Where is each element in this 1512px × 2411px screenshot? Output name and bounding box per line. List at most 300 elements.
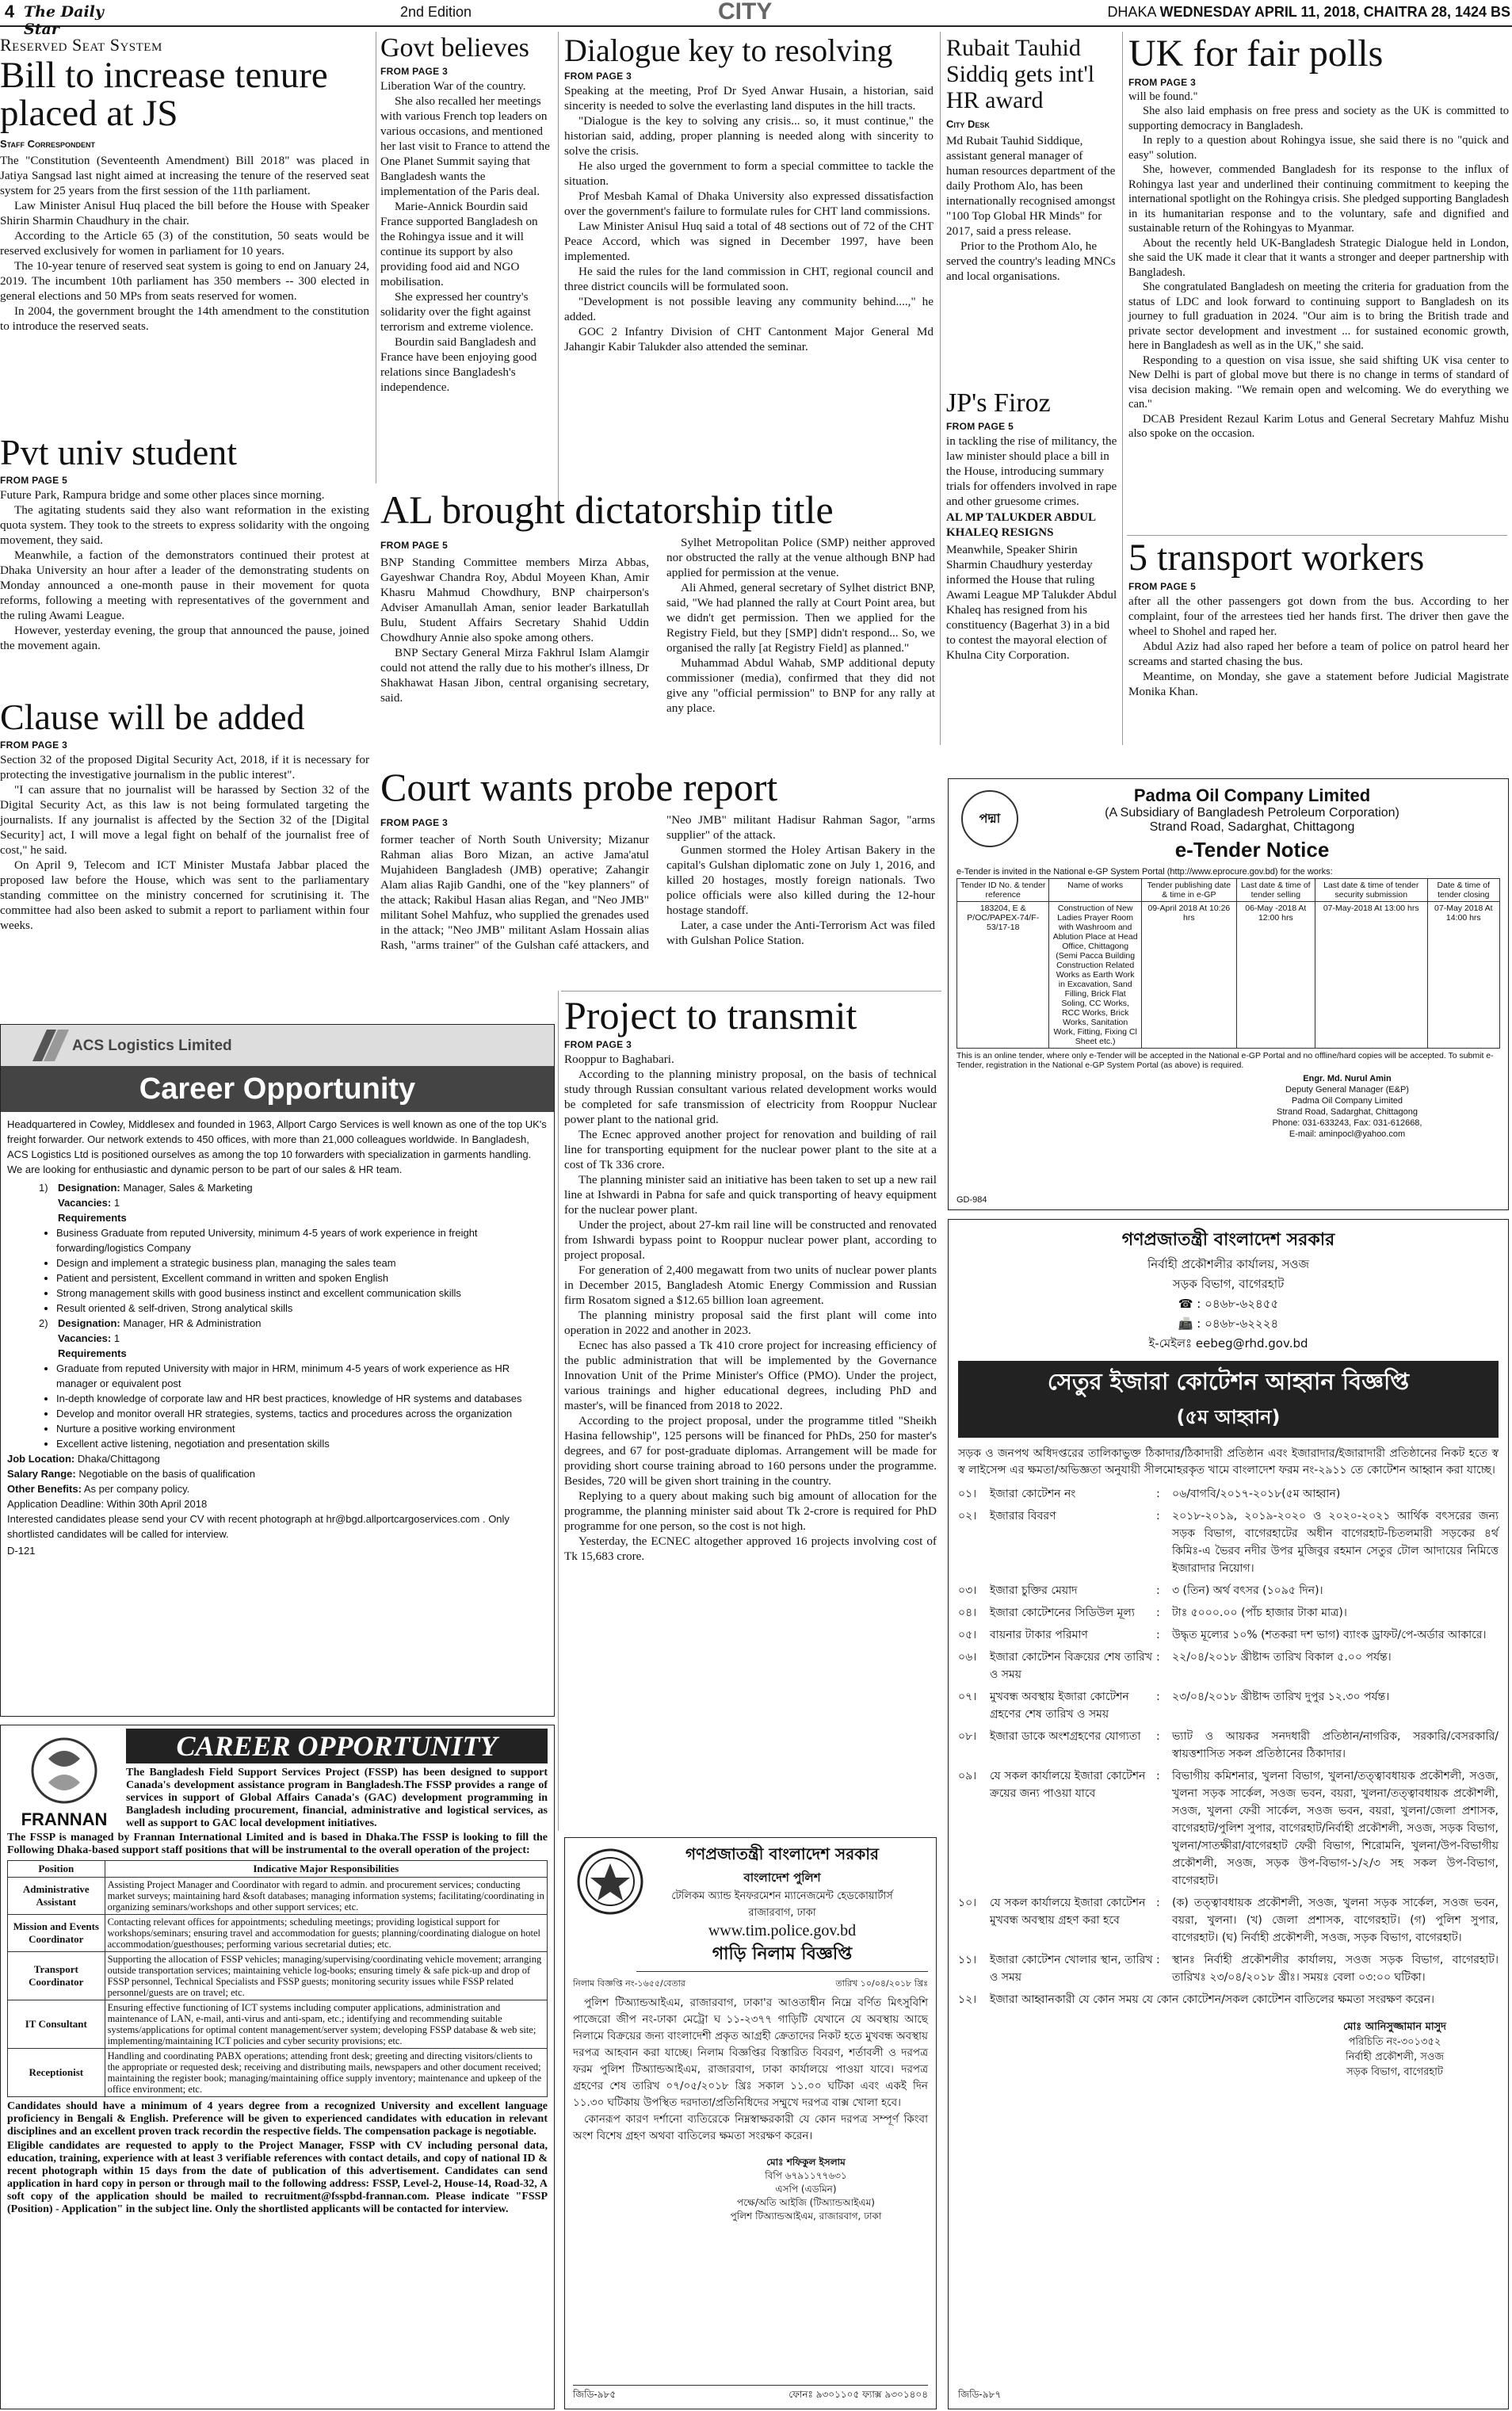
ad-code: জিডি-৯৮৫ <box>573 2389 617 2400</box>
jump-line: FROM PAGE 3 <box>1128 76 1197 88</box>
acs-company: ACS Logistics Limited <box>72 1037 232 1054</box>
paragraph: For generation of 2,400 megawatt from two units of nuclear power plants in December 2015, Bangladesh Atomic Energy Commission and Russian firm Rosatom signed a $12.65 billion loan agreement. <box>564 1263 937 1307</box>
designation: Manager, Sales & Marketing <box>123 1182 253 1194</box>
acs-position <box>39 1180 548 1225</box>
frannan-logo-icon <box>29 1735 100 1806</box>
paragraph: Rooppur to Baghabari. <box>564 1053 674 1066</box>
list-item: • In-depth knowledge of corporate law and HR best practices, knowledge of HR systems and databases <box>56 1391 548 1406</box>
table-cell: Supporting the allocation of FSSP vehicles; managing/supervising/coordinating vehicle movement; arranging outside transportation services; maintaining vehicle log-books; ensuring timely & safe pick-up and drop of FSSP personnel, Technical Specialists and FSSP guests; monitoring security issues while FSSP related personnel/guests are on travel; etc. <box>105 1952 547 2000</box>
headline: UK for fair polls <box>1128 32 1384 75</box>
apply-instructions: Interested candidates please send your CV with recent photograph at hr@bgd.allportcargoservices.com . Only shortlisted candidates will be called for interview. <box>7 1513 510 1540</box>
rhd-title: সেতুর ইজারা কোটেশন আহ্বান বিজ্ঞপ্তি <box>1047 1368 1410 1395</box>
rhd-row: ০৩। ইজারা চুক্তির মেয়াদ : ৩ (তিন) অর্থ বৎসর (১০৯৫ দিন)। <box>958 1582 1499 1599</box>
salary-label: Salary Range: <box>7 1468 76 1480</box>
rhd-rows <box>958 1485 1499 2008</box>
rhd-row: ১০। যে সকল কার্যালয়ে ইজারা কোটেশন মুখবন্ধ অবস্থায় গ্রহণ করা হবে : (ক) তত্ত্বাবধায়ক প্রকৌশলী, সওজ, খুলনা সড়ক সার্কেল, সওজ ভবন, বয়রা, খুলনা। (খ) জেলা প্রশাসক, বাগেরহাট। (গ) পুলিশ সুপার, বাগেরহাট। (ঘ) নির্বাহী প্রকৌশলী, সওজ, সড়ক বিভাগ, বাগেরহাট। <box>958 1894 1499 1947</box>
rhd-row: ০৫। বায়নার টাকার পরিমাণ : উদ্ধৃত মূল্যের ১০% (শতকরা দশ ভাগ) ব্যাংক ড্রাফট/পে-অর্ডার আকারে। <box>958 1626 1499 1644</box>
row-label: ইজারা চুক্তির মেয়াদ <box>990 1584 1078 1597</box>
requirements-list <box>56 1225 548 1316</box>
police-title: গাড়ি নিলাম বিজ্ঞপ্তি <box>636 1940 928 1972</box>
sign-line: পরিচিতি নং-৩০১৩৫২ <box>1348 2036 1441 2048</box>
story-body <box>946 133 1117 284</box>
padma-address: Strand Road, Sadarghat, Chittagong <box>1149 820 1355 834</box>
row-value: ২৩/০৪/২০১৮ খ্রীষ্টাব্দ তারিখ দুপুর ১২.৩০ পর্যন্ত। <box>1172 1691 1390 1703</box>
application-deadline: Application Deadline: Within 30th April 2018 <box>7 1498 208 1510</box>
paragraph: Muhammad Abdul Wahab, SMP additional deputy commissioner (media), confirmed that they did not give any "official permission" to BNP for any rally at any place. <box>666 656 935 715</box>
row-label: ইজারা আহ্বানকারী যে কোন সময় যে কোন কোটেশন/সকল কোটেশন বাতিলের ক্ষমতা সংরক্ষণ করেন। <box>990 1993 1435 2006</box>
positions-table <box>7 1860 548 2097</box>
row-value: ২২/০৪/২০১৮ খ্রীষ্টাব্দ তারিখ বিকাল ৫.০০ পর্যন্ত। <box>1172 1651 1392 1664</box>
headline: Court wants probe report <box>380 765 778 809</box>
headline: Project to transmit <box>564 993 857 1037</box>
acs-header <box>1 1025 554 1066</box>
story-reserved-seat <box>0 35 369 431</box>
ad-frannan <box>0 1725 555 2409</box>
police-office: টেলিকম অ্যান্ড ইনফরমেশন ম্যানেজমেন্ট হেডকোয়ার্টার্স <box>671 1890 893 1902</box>
paragraph: She also recalled her meetings with various French top leaders on various occasions, and mentioned her last visit to France to attend the One Planet Summit saying that Bangladesh wants the implementation of the Paris deal. <box>380 94 550 198</box>
story-body <box>564 83 934 354</box>
headline: Pvt univ student <box>0 432 238 472</box>
sign-line: সড়ক বিভাগ, বাগেরহাট <box>1346 2066 1443 2078</box>
paragraph: Under the project, about 27-km rail line will be constructed and renovated from Ishwardi bypass point to Rooppur nuclear power plant, according to project proposal. <box>564 1218 937 1262</box>
padma-signatory <box>1194 1073 1500 1140</box>
sign-line: পুলিশ টিঅ্যান্ডআইএম, রাজারবাগ, ঢাকা <box>730 2210 882 2222</box>
frannan-footer: Eligible candidates are requested to apply to the Project Manager, FSSP with CV including personal data, education, training, experience with at least 3 verifiable references with contact details, and copy of national ID & recent photograph within 15 days from the date of publication of this advertisement. Candidates can send application in hard copy in person or through mail to the following address: FSSP, Level-2, House-14, Road-32, A soft copy of the application should be mailed to recruitment@fsspbd-frannan.com. Please indicate "FSSP (Position) - Application" in the subject line. Only the shortlisted applicants will be contacted for interview. <box>7 2140 548 2215</box>
table-cell-position: IT Consultant <box>8 2000 105 2049</box>
table-row <box>8 1878 548 1915</box>
designation-label: Designation: <box>58 1317 120 1329</box>
frannan-logo <box>9 1732 120 1835</box>
row-num: ০৫। <box>958 1629 977 1641</box>
paragraph: She congratulated Bangladesh on meeting the criteria for graduation from the status of LDC and look forward to continuing support to Bangladesh on its journey to full graduation in 2024. "Our aim is to bring the British trade and private sector development and investment ... for sustained economic growth, here in Bangladesh as well as in the UK," she said. <box>1128 281 1509 353</box>
story-body <box>380 812 935 953</box>
paragraph: after all the other passengers got down from the bus. According to her complaint, four of the arrestees tied her hands first. The driver then gave the wheel to Shohel and raped her. <box>1128 594 1509 638</box>
police-sign <box>684 2156 928 2223</box>
headline: Bill to increase tenure placed at JS <box>0 55 328 134</box>
row-num: ০৬। <box>958 1651 977 1664</box>
table-header: Tender ID No. & tender reference <box>957 879 1049 902</box>
paragraph: "Development is not possible leaving any community behind....," he added. <box>564 294 934 323</box>
paragraph: Later, a case under the Anti-Terrorism Act was filed with Gulshan Police Station. <box>666 919 935 947</box>
paragraph: former teacher of North South University; Mizanur Rahman alias Boro Mizan, an active Jama'atul Mujahideen Bangladesh (JMB) operative; Zahangir Alam alias Rajib Gandhi, one of the "key planners" of the attack; Rakibul Hasan alias Regan, and "Neo JMB" militant Sohel Mahfuz, who supplied the grenades used in the attack; "Neo JMB" militant Aslam Hossain alias Rash, "arms trainer" of the Gulshan café attackers, and "Neo JMB" militant Hadisur Rahman Sagor, "arms supplier" of the attack. <box>380 813 935 952</box>
paragraph: Law Minister Anisul Huq said a total of 48 sections out of 72 of the CHT Peace Accord, which was signed in December 1997, have been implemented. <box>564 219 934 263</box>
sign-line: মোঃ আনিসুজ্জামান মাসুদ <box>1342 2021 1447 2033</box>
police-ref: নিলাম বিজ্ঞপ্তি নং-১৬৫৫/বেতার <box>573 1978 685 1989</box>
paragraph: Md Rubait Tauhid Siddique, assistant general manager of human resources department of the daily Prothom Alo, has been internationally recognised amongst "100 Top Global HR Minds" for 2017, said a press release. <box>946 134 1116 238</box>
table-header-row <box>8 1861 548 1878</box>
table-row <box>8 2000 548 2049</box>
table-header: Position <box>8 1861 105 1878</box>
story-body <box>0 153 369 334</box>
paragraph: Replying to a query about making such big amount of allocation for the programme, the planning minister said about Tk 2-crore is required for PhD programme for one person, so the cost is not high. <box>564 1489 937 1533</box>
jump-line: FROM PAGE 5 <box>1128 580 1197 592</box>
frannan-title: CAREER OPPORTUNITY <box>176 1730 498 1762</box>
table-cell: 07-May 2018 At 14:00 hrs <box>1427 902 1499 1049</box>
story-uk-polls <box>1128 32 1509 534</box>
paragraph: BNP Sectary General Mirza Fakhrul Islam Alamgir could not attend the rally due to his mother's illness, Dr Shakhawat Hasan Jibon, central organising secretary, said. <box>380 646 649 705</box>
table-cell: Ensuring effective functioning of ICT systems including computer applications, administration and maintenance of LAN, e-mail, anti-virus and anti-spam, etc.; identifying and recommending suitable systems/applications for optimal content management/server system; developing FSSP database & web site; implementing/maintaining ICT policies and cyber security provisions; etc. <box>105 2000 547 2049</box>
paragraph: Meanwhile, Speaker Shirin Sharmin Chaudhury yesterday informed the House that ruling Awami League MP Talukder Abdul Khaleq has resigned from his constituency (Bagerhat 3) in a bid to contest the mayoral election of Khulna City Corporation. <box>946 542 1117 662</box>
paragraph: will be found." <box>1128 90 1198 103</box>
signatory-line: Deputy General Manager (E&P) <box>1285 1085 1409 1095</box>
police-body2: কোনরূপ কারণ দর্শানো ব্যতিরেকে নিম্নস্বাক্ষরকারী যে কোন দরপত্র সম্পূর্ণ কিংবা অংশ বিশেষ গ্রহণ অথবা বাতিলের ক্ষমতা সংরক্ষণ করেন। <box>573 2113 928 2142</box>
table-cell: Handling and coordinating PABX operations; attending front desk; greeting and directing visitors/clients to the appropriate or requested desk; receiving and distributing mails, newspapers and other document received; maintaining the register book; managing/maintaining office supply inventory; maintenance and upkeep of the office environment; etc. <box>105 2049 547 2097</box>
rhd-email: ই-মেইলঃ eebeg@rhd.gov.bd <box>1148 1336 1308 1351</box>
padma-sub: (A Subsidiary of Bangladesh Petroleum Corporation) <box>1105 806 1399 820</box>
padma-note: This is an online tender, where only e-Tender will be accepted in the National e-GP Portal and no offline/hard copies will be accepted. To submit e-Tender, registration in the National e-GP System Portal (as above) is required. <box>956 1051 1494 1070</box>
paragraph: Abdul Aziz had also raped her before a team of police on patrol heard her screams and started chasing the bus. <box>1128 639 1509 668</box>
page-number: 4 <box>4 2 15 21</box>
table-cell: 06-May -2018 At 12:00 hrs <box>1236 902 1315 1049</box>
row-label: ইজারা কোটেশন নং <box>990 1488 1076 1500</box>
table-cell: Construction of New Ladies Prayer Room with Washroom and Ablution Place at Head Office, Chittagong (Semi Pacca Building Construction Related Works as Earth Work in Excavation, Sand Filling, Brick Flat Soling, CC Works, RCC Works, Brick Works, Sanitation Work, Fitting, Fixing Cl Sheet etc.) <box>1049 902 1141 1049</box>
table-cell-position: Mission and Events Coordinator <box>8 1915 105 1952</box>
paragraph: She, however, commended Bangladesh for its response to the influx of Rohingya last year and underlined their continuing commitment to keeping the international spotlight on the Rohingya crisis. She pledged supporting Bangladesh in its humanitarian response and to the voluntary, safe and dignified and sustainable return of the Rohingyas to Myanmar. <box>1128 163 1509 235</box>
police-web: www.tim.police.gov.bd <box>708 1922 857 1939</box>
row-num: ১০। <box>958 1897 977 1909</box>
headline: Govt believes <box>380 33 529 63</box>
paragraph: Speaking at the meeting, Prof Dr Syed Anwar Husain, a historian, said sincerity is needed to solve the everlasting land disputes in the hill tracts. <box>564 83 934 113</box>
rhd-row: ০৭। মুখবন্ধ অবস্থায় ইজারা কোটেশন গ্রহণের শেষ তারিখ ও সময় : ২৩/০৪/২০১৮ খ্রীষ্টাব্দ তারিখ দুপুর ১২.৩০ পর্যন্ত। <box>958 1688 1499 1723</box>
paragraph: The agitating students said they also want reformation in the existing quota system. They took to the streets to express solidarity with the ongoing movement, they said. <box>0 502 369 547</box>
rhd-sign <box>1291 2019 1499 2080</box>
row-value: ২০১৮-২০১৯, ২০১৯-২০২০ ও ২০২০-২০২১ আর্থিক বৎসরের জন্য সড়ক বিভাগ, বাগেরহাটের অধীন বাগেরহাট-চিতলমারী সড়কের ৪র্থ কিমিঃ-এ ভৈরব নদীর উপর মুজিবুর রহমান সেতুর টোল আদায়ের নিমিত্তে ইজারাদার নিয়োগ। <box>1172 1510 1499 1575</box>
padma-logo <box>961 790 1018 847</box>
row-num: ১১। <box>958 1954 977 1966</box>
paragraph: He also urged the government to form a special committee to tackle the situation. <box>564 159 934 188</box>
position-num: 2) <box>39 1317 48 1329</box>
ad-police-auction <box>564 1837 937 2409</box>
table-header: Name of works <box>1049 879 1141 902</box>
story-dialogue <box>564 32 934 487</box>
table-header: Indicative Major Responsibilities <box>105 1861 547 1878</box>
row-label: যে সকল কার্যালয়ে ইজারা কোটেশন মুখবন্ধ অবস্থায় গ্রহণ করা হবে <box>990 1897 1146 1927</box>
table-row <box>957 902 1500 1049</box>
paragraph: Prof Mesbah Kamal of Dhaka University also expressed dissatisfaction over the government's failure to formulate rules for CHT land commissions. <box>564 189 934 218</box>
police-logo <box>576 1847 644 1916</box>
story-transport-workers <box>1128 539 1509 745</box>
row-value: ভ্যাট ও আয়কর সনদধারী প্রতিষ্ঠান/নাগরিক, সরকারি/বেসরকারি/স্বায়ত্তশাসিত সকল প্রতিষ্ঠানের ঠিকাদার। <box>1172 1730 1499 1760</box>
table-header: Last date & time of tender security submission <box>1315 879 1427 902</box>
paragraph: Meantime, on Monday, she gave a statement before Judicial Magistrate Monika Khan. <box>1128 669 1509 698</box>
row-value: ০৬/বাগবি/২০১৭-২০১৮(৫ম আহ্বান) <box>1172 1488 1341 1500</box>
headline: Clause will be added <box>0 697 305 737</box>
salary: Negotiable on the basis of qualification <box>78 1468 255 1480</box>
rhd-row: ০৯। যে সকল কার্যালয়ে ইজারা কোটেশন ক্রয়ের জন্য পাওয়া যাবে : বিভাগীয় কমিশনার, খুলনা বিভাগ, খুলনা/তত্ত্বাবধায়ক প্রকৌশলী, সওজ, খুলনা সড়ক সার্কেল, সওজ ভবন, বয়রা, খুলনা/তত্ত্বাবধায়ক প্রকৌশলী, সওজ, খুলনা ফেরী সার্কেল, সওজ ভবন, বয়রা, খুলনা/জেলা প্রশাসক, বাগেরহাট/পুলিশ সুপার, বাগেরহাট/নির্বাহী প্রকৌশলী, সওজ, সড়ক বিভাগ, খুলনা/সাতক্ষীরা/বাগেরহাট ফেরী বিভাগ, শিরোমনি, খুলনা/উপ-বিভাগীয় প্রকৌশলী, সওজ, সড়ক উপ-বিভাগ-১/২/৩ সহ সকল উপ-বিভাগ, বাগেরহাট। <box>958 1767 1499 1889</box>
police-dept: বাংলাদেশ পুলিশ <box>743 1870 821 1885</box>
paragraph: The "Constitution (Seventeenth Amendment) Bill 2018" was placed in Jatiya Sangsad last night aimed at increasing the tenure of the reserved seat system for 25 years from the first session of the 11th parliament. <box>0 153 369 197</box>
list-item: • Patient and persistent, Excellent command in written and spoken English <box>56 1270 548 1286</box>
police-body: পুলিশ টিঅ্যান্ডআইএম, রাজারবাগ, ঢাকা'র আওতাধীন নিম্নে বর্ণিত মিৎসুবিশি পাজেরো জীপ নং-ঢাকা মেট্রো ঘ ১১-২৩৭৭ গাড়িটি যেখানে যে অবস্থায় আছে নিলামে বিক্রয়ের জন্য বাংলাদেশী প্রকৃত আগ্রহী ক্রেতাদের নিকট হতে মুখবন্ধ অবস্থায় দরপত্র আহবান করা যাচ্ছে। নিলাম বিজ্ঞপ্তির বিস্তারিত বিবরণ, শর্তাবলী ও দরপত্র ফরম পুলিশ টিঅ্যান্ডআইএম, রাজারবাগ, ঢাকা কার্যালয়ে পাওয়া যাবে। দরপত্র গ্রহণের শেষ তারিখ ০৭/০৫/২০১৮ খ্রিঃ সকাল ১১.০০ ঘটিকা এবং একই দিন ১১.৩০ ঘটিকায় উপস্থিত দরদাতা/প্রতিনিধিদের সম্মুখে দরপত্র বাক্স খোলা হবে। <box>573 1996 928 2109</box>
rhd-phone: ☎ : ০৪৬৮-৬২৪৫৫ <box>1178 1297 1279 1311</box>
ad-code: D-121 <box>7 1545 36 1557</box>
police-date: তারিখ ১০/০৪/২০১৮ খ্রিঃ <box>835 1978 928 1989</box>
row-num: ০৩। <box>958 1584 977 1597</box>
paragraph: "Dialogue is the key to solving any crisis... so, it must continue," the historian said, adding, proper planning is needed along with sincerity to solve the crisis. <box>564 113 934 158</box>
list-item: • Nurture a positive working environment <box>56 1421 548 1436</box>
police-place: রাজারবাগ, ঢাকা <box>748 1907 816 1919</box>
position-num: 1) <box>39 1182 48 1194</box>
story-jp-firoz <box>946 390 1117 747</box>
paragraph: Ali Ahmed, general secretary of Sylhet district BNP, said, "We had planned the rally at Court Point area, but we didn't get permission. Then we applied for the Registry Field, but they [SMP] didn't respond... So, we organised the rally [at Registry Field] as planned." <box>666 581 935 655</box>
rhd-intro: সড়ক ও জনপথ অধিদপ্তরের তালিকাভুক্ত ঠিকাদার/ঠিকাদারী প্রতিষ্ঠান এবং ইজারাদার/ইজারাদারী প্রতিষ্ঠানের নিকট হতে স্ব স্ব লাইসেন্স এর ক্ষমতা/অভিজ্ঞতা অনুযায়ী সীলমোহরকৃত খামে বাংলাদেশ ফরম নং-২৯১১ তে কোটেশন আহ্বান করা যাচ্ছে। <box>958 1447 1499 1477</box>
masthead <box>0 0 1512 38</box>
row-label: ইজারা কোটেশন খোলার স্থান, তারিখ ও সময় <box>990 1954 1153 1984</box>
vacancies: 1 <box>113 1197 120 1209</box>
signatory-line: Phone: 031-633243, Fax: 031-612668, <box>1272 1118 1422 1128</box>
ad-code: GD-984 <box>956 1195 987 1205</box>
rhd-row: ০২। ইজারার বিবরণ : ২০১৮-২০১৯, ২০১৯-২০২০ ও ২০২০-২০২১ আর্থিক বৎসরের জন্য সড়ক বিভাগ, বাগেরহাটের অধীন বাগেরহাট-চিতলমারী সড়কের ৪র্থ কিমিঃ-এ ভৈরব নদীর উপর মুজিবুর রহমান সেতুর টোল আদায়ের নিমিত্তে ইজারাদার নিয়োগ। <box>958 1507 1499 1577</box>
row-num: ০৪। <box>958 1607 977 1619</box>
rhd-row: ০৪। ইজারা কোটেশনের সিডিউল মূল্য : টাঃ ৫০০০.০০ (পাঁচ হাজার টাকা মাত্র)। <box>958 1604 1499 1622</box>
row-label: ইজারার বিবরণ <box>990 1510 1056 1523</box>
dateline <box>935 4 1510 23</box>
table-cell-position: Administrative Assistant <box>8 1878 105 1915</box>
ad-acs-logistics <box>0 1024 555 1717</box>
paragraph: Future Park, Rampura bridge and some other places since morning. <box>0 487 325 502</box>
paper-logo: The Daily Star <box>24 3 104 38</box>
list-item: • Graduate from reputed University with major in HRM, minimum 4-5 years of work experience as HR manager or equivalent post <box>56 1361 548 1391</box>
paragraph: According to the project proposal, under the programme titled "Sheikh Hasina fellowship", 125 persons will be financed for PhDs, 250 for master's degrees, and 67 for post-graduate diplomas. Arrangement will be made for providing short course training abroad to 160 persons under the programme. Besides, 720 will be given short training in the country. <box>564 1414 937 1488</box>
row-value: বিভাগীয় কমিশনার, খুলনা বিভাগ, খুলনা/তত্ত্বাবধায়ক প্রকৌশলী, সওজ, খুলনা সড়ক সার্কেল, সওজ ভবন, বয়রা, খুলনা/তত্ত্বাবধায়ক প্রকৌশলী, সওজ, খুলনা ফেরী সার্কেল, সওজ ভবন, বয়রা, খুলনা/জেলা প্রশাসক, বাগেরহাট/পুলিশ সুপার, বাগেরহাট/নির্বাহী প্রকৌশলী, সওজ, সড়ক বিভাগ, খুলনা/সাতক্ষীরা/বাগেরহাট ফেরী বিভাগ, শিরোমনি, খুলনা/উপ-বিভাগীয় প্রকৌশলী, সওজ, সড়ক উপ-বিভাগ-১/২/৩ সহ সকল উপ-বিভাগ, বাগেরহাট। <box>1172 1770 1499 1887</box>
police-emblem-icon <box>576 1847 644 1916</box>
story-body <box>1128 594 1509 699</box>
frannan-intro2: The FSSP is managed by Frannan International Limited and is based in Dhaka.The FSSP is looking to fill the Following Dhaka-based support staff positions that will be instrumental to the overall operation of the project: <box>7 1832 548 1856</box>
police-gov: গণপ্রজাতন্ত্রী বাংলাদেশ সরকার <box>685 1844 879 1863</box>
padma-logo-text: পদ্মা <box>979 810 1001 826</box>
paragraph: She also laid emphasis on free press and society as the UK is committed to supporting democracy in Bangladesh. <box>1128 105 1509 132</box>
paragraph: Gunmen stormed the Holey Artisan Bakery in the capital's Gulshan diplomatic zone on July 1, 2016, and killed 20 hostages, mostly foreign nationals. Two police officials were also killed during the 12-hour hostage standoff. <box>666 843 935 917</box>
headline: AL brought dictatorship title <box>380 487 834 532</box>
list-item: • Strong management skills with good business instinct and excellent communication skills <box>56 1286 548 1301</box>
police-ref-row <box>573 1977 928 1992</box>
acs-body <box>1 1112 554 1563</box>
table-cell: 09-April 2018 At 10:26 hrs <box>1141 902 1236 1049</box>
row-label: ইজারা ডাকে অংশগ্রহণের যোগ্যতা <box>990 1730 1141 1743</box>
table-cell-position: Transport Coordinator <box>8 1952 105 2000</box>
vacancies-label: Vacancies: <box>58 1332 112 1344</box>
row-value: ৩ (তিন) অর্থ বৎসর (১০৯৫ দিন)। <box>1172 1584 1323 1597</box>
frannan-title-bar <box>126 1729 548 1763</box>
paragraph: He said the rules for the land commission in CHT, regional council and three district councils will be formulated soon. <box>564 264 934 293</box>
paragraph: Prior to the Prothom Alo, he served the country's leading MNCs and local organisations. <box>946 239 1116 283</box>
table-cell: 183204, E & P/OC/PAPEX-74/F-53/17-18 <box>957 902 1049 1049</box>
paragraph: In 2004, the government brought the 14th amendment to the constitution to introduce the reserved seats. <box>0 304 369 333</box>
row-value: স্থানঃ নির্বাহী প্রকৌশলীর কার্যালয়, সওজ সড়ক বিভাগ, বাগেরহাট। তারিখঃ ২৩/০৪/২০১৮ খ্রীঃ। সময়ঃ বেলা ০৩:০০ ঘটিকা। <box>1172 1954 1499 1984</box>
padma-intro: e-Tender is invited in the National e-GP System Portal (http://www.eprocure.gov.bd) for the works: <box>956 867 1333 877</box>
story-body <box>0 752 369 933</box>
row-num: ০৭। <box>958 1691 977 1703</box>
section-title: CITY <box>718 0 773 25</box>
paragraph: She expressed her country's solidarity over the fight against terrorism and extreme violence. <box>380 289 534 334</box>
rhd-row: ০৮। ইজারা ডাকে অংশগ্রহণের যোগ্যতা : ভ্যাট ও আয়কর সনদধারী প্রতিষ্ঠান/নাগরিক, সরকারি/বেসরকারি/স্বায়ত্তশাসিত সকল প্রতিষ্ঠানের ঠিকাদার। <box>958 1728 1499 1763</box>
sign-line: পক্ষে/অতি আইজি (টিঅ্যান্ডআইএম) <box>737 2197 875 2208</box>
jump-line: FROM PAGE 5 <box>946 420 1014 432</box>
job-location: Dhaka/Chittagong <box>77 1453 160 1465</box>
frannan-footer: Candidates should have a minimum of 4 years degree from a recognized University and excellent language proficiency in Bengali & English. Preference will be given to experienced candidates with education in relevant disciplines and an excellent proven track recordin the respective fields. The compensation package is negotiable. <box>7 2100 548 2138</box>
paragraph: The planning minister said an initiative has been taken to set up a new rail line at Ishwardi in Pabna for safe and quick transporting of heavy equipment for the nuclear power plant. <box>564 1173 937 1217</box>
vacancies: 1 <box>113 1332 120 1344</box>
requirements-label: Requirements <box>58 1347 127 1359</box>
paragraph: Ecnec has also passed a Tk 410 crore project for increasing efficiency of the public administration that will be implemented by the Governance Innovation Unit of the Prime Minister's Office (PMO). Under the project, various trainings and higher educational degrees, including PhD and master's, will be financed from 2018 to 2022. <box>564 1339 937 1412</box>
paragraph: "I can assure that no journalist will be harassed by Section 32 of the Digital Security Act, as this law is not being formulated targeting the journalists. If any journalist is affected by the Section 32 of the [Digital Security] act, I will move a legal fight on behalf of the journalist free of cost," he said. <box>0 782 369 857</box>
paragraph: According to the Article 65 (3) of the constitution, 50 seats would be reserved exclusively for women in parliament for 10 years. <box>0 228 369 258</box>
table-header: Date & time of tender closing <box>1427 879 1499 902</box>
table-header: Last date & time of tender selling <box>1236 879 1315 902</box>
story-body <box>1128 90 1509 441</box>
designation: Manager, HR & Administration <box>123 1317 262 1329</box>
row-num: ০৮। <box>958 1730 977 1743</box>
row-num: ০৯। <box>958 1770 977 1782</box>
story-kicker: Reserved Seat System <box>0 35 162 55</box>
list-item: • Design and implement a strategic business plan, managing the sales team <box>56 1255 548 1270</box>
requirements-list <box>56 1361 548 1451</box>
paragraph: Sylhet Metropolitan Police (SMP) neither approved nor obstructed the rally at the venue although BNP had applied for permission at the venue. <box>666 536 935 579</box>
table-row <box>8 1952 548 2000</box>
headline: Rubait Tauhid Siddiq gets int'l HR award <box>946 35 1095 113</box>
ad-padma-oil <box>948 778 1509 1210</box>
row-value: টাঃ ৫০০০.০০ (পাঁচ হাজার টাকা মাত্র)। <box>1172 1607 1347 1619</box>
byline: City Desk <box>946 118 990 130</box>
byline: Staff Correspondent <box>0 137 96 150</box>
row-label: যে সকল কার্যালয়ে ইজারা কোটেশন ক্রয়ের জন্য পাওয়া যাবে <box>990 1770 1146 1800</box>
paragraph: Bourdin said Bangladesh and France have been enjoying good relations since Bangladesh's independence. <box>380 334 537 394</box>
padma-title: e-Tender Notice <box>1174 838 1330 862</box>
paragraph: Responding to a question on visa issue, she said shifting UK visa center to New Delhi is part of global move but there is no change in terms of standard of visa decision making. "We remain open and welcoming. We do everything we can." <box>1128 353 1509 411</box>
row-label: ইজারা কোটেশন বিক্রয়ের শেষ তারিখ ও সময় <box>990 1651 1153 1681</box>
police-footer <box>573 2385 928 2404</box>
designation-label: Designation: <box>58 1182 120 1194</box>
headline: 5 transport workers <box>1128 537 1425 579</box>
paragraph: Law Minister Anisul Huq placed the bill before the House with Speaker Shirin Sharmin Chaudhury in the chair. <box>0 198 369 227</box>
benefits-label: Other Benefits: <box>7 1483 82 1495</box>
table-row <box>8 2049 548 2097</box>
paragraph: DCAB President Rezaul Karim Lotus and General Secretary Mahfuz Mishu also spoke on the occasion. <box>1128 412 1509 441</box>
story-rubait <box>946 35 1117 407</box>
paragraph: Marie-Annick Bourdin said France supported Bangladesh on the Rohingya issue and it will continue its support by also providing food aid and NGO mobilisation. <box>380 199 538 288</box>
jump-line: FROM PAGE 3 <box>380 65 449 77</box>
ad-rhd-notice <box>948 1219 1509 2409</box>
paragraph: in tackling the rise of militancy, the law minister should place a bill in the House, introducing summary trials for offenders involved in rape and other gruesome crimes. <box>946 434 1117 508</box>
row-num: ০১। <box>958 1488 977 1500</box>
sign-line: বিপি ৬৭৯১১৭৭৬৩১ <box>765 2170 847 2181</box>
rhd-title-bar <box>958 1361 1499 1438</box>
signatory-line: Padma Oil Company Limited <box>1291 1096 1403 1106</box>
rhd-row: ০১। ইজারা কোটেশন নং : ০৬/বাগবি/২০১৭-২০১৮(৫ম আহ্বান) <box>958 1485 1499 1503</box>
rhd-dept: সড়ক বিভাগ, বাগেরহাট <box>1172 1277 1285 1291</box>
rhd-row: ১১। ইজারা কোটেশন খোলার স্থান, তারিখ ও সময় : স্থানঃ নির্বাহী প্রকৌশলীর কার্যালয়, সওজ সড়ক বিভাগ, বাগেরহাট। তারিখঃ ২৩/০৪/২০১৮ খ্রীঃ। সময়ঃ বেলা ০৩:০০ ঘটিকা। <box>958 1951 1499 1986</box>
paragraph: The Ecnec approved another project for renovation and building of rail line for transporting equipment for the nuclear power plant to the site at a cost of Tk 336 crore. <box>564 1128 937 1171</box>
police-phone: ফোনঃ ৯৩০১১০৫ ফ্যাক্স ৯৩০১৪০৪ <box>788 2389 928 2400</box>
list-item: • Result oriented & self-driven, Strong analytical skills <box>56 1301 548 1316</box>
story-al-dictatorship <box>380 487 935 763</box>
paragraph: About the recently held UK-Bangladesh Strategic Dialogue held in London, she said the UK made it clear that it wants a stronger and deeper partnership with Bangladesh. <box>1128 236 1509 279</box>
paragraph: In reply to a question about Rohingya issue, she said there is no "quick and easy" solution. <box>1128 134 1509 162</box>
paragraph: Yesterday, the ECNEC altogether approved 16 projects involving cost of Tk 15,683 crore. <box>564 1534 937 1563</box>
acs-logo-icon <box>32 1030 69 1061</box>
story-pvt-univ <box>0 434 369 696</box>
jump-line: FROM PAGE 5 <box>380 540 449 551</box>
frannan-logo-text: FRANNAN <box>21 1809 108 1829</box>
paragraph: The 10-year tenure of reserved seat system is going to end on January 24, 2019. The incumbent 10th parliament has 350 members -- 300 elected in general elections and 50 MPs from seats reserved for women. <box>0 258 369 303</box>
list-item: • Business Graduate from reputed University, minimum 4-5 years of work experience in freight forwarding/logistics Company <box>56 1225 548 1255</box>
row-label: বায়নার টাকার পরিমাণ <box>990 1629 1088 1641</box>
table-cell: 07-May-2018 At 13:00 hrs <box>1315 902 1427 1049</box>
story-project-transmit <box>564 995 937 1828</box>
ad-code: জিডি-৯৮৭ <box>958 2389 1002 2400</box>
tender-table <box>956 878 1500 1049</box>
paragraph: Section 32 of the proposed Digital Security Act, 2018, if it is necessary for protecting the investigative journalism in the public interest". <box>0 752 369 781</box>
jump-line: FROM PAGE 3 <box>564 1039 632 1050</box>
story-body <box>0 487 369 653</box>
table-cell: Contacting relevant offices for appointments; scheduling meetings; providing logistical support for workshops/seminars; ensuring travel and accommodation for guests; planning/coordinating dialogue on hotel accommodation/guesthouses; performing various secretarial duties; etc. <box>105 1915 547 1952</box>
story-body <box>564 1052 937 1564</box>
jump-line: FROM PAGE 3 <box>380 817 449 828</box>
headline: Dialogue key to resolving <box>564 32 893 68</box>
rhd-gov: গণপ্রজাতন্ত্রী বাংলাদেশ সরকার <box>1121 1230 1335 1250</box>
list-item: • Develop and monitor overall HR strategies, systems, tactics and procedures across the organization <box>56 1406 548 1421</box>
vacancies-label: Vacancies: <box>58 1197 112 1209</box>
paragraph: GOC 2 Infantry Division of CHT Cantonment Major General Md Jahangir Kabir Talukder also attended the seminar. <box>564 324 934 353</box>
subhead: AL MP TALUKDER ABDUL KHALEQ RESIGNS <box>946 510 1096 539</box>
frannan-intro: The Bangladesh Field Support Services Project (FSSP) has been designed to support Canada's development assistance program in Bangladesh.The FSSP provides a range of services in support of Global Affairs Canada's (GAC) development programming in Bangladesh including procurement, financial, administrative and logistical services, as well as support to GAC local development initiatives. <box>126 1767 548 1829</box>
paragraph: Liberation War of the country. <box>380 78 526 93</box>
rhd-subtitle: (৫ম আহ্বান) <box>1176 1406 1281 1428</box>
story-clause <box>0 699 369 984</box>
acs-position <box>39 1316 548 1361</box>
story-court-probe <box>380 767 935 981</box>
sign-line: এসপি (এডমিন) <box>775 2184 837 2195</box>
story-body <box>380 78 553 395</box>
jump-line: FROM PAGE 3 <box>0 739 68 751</box>
headline: JP's Firoz <box>946 388 1051 418</box>
paragraph: On April 9, Telecom and ICT Minister Mustafa Jabbar placed the proposed law before the House, which was sent to the parliamentary standing committee on the ministry concerned for scrutinising it. The committee had also been asked to submit a report to parliament within four weeks. <box>0 858 369 932</box>
requirements-label: Requirements <box>58 1212 127 1224</box>
edition-label: 2nd Edition <box>400 4 472 20</box>
jump-line: FROM PAGE 3 <box>564 70 632 82</box>
table-cell: Assisting Project Manager and Coordinator with regard to admin. and procurement services; conducting market surveys; maintaining hard &soft databases; managing information systems; facilitating/coordinating in organizing seminars/workshops and other support services; etc. <box>105 1878 547 1915</box>
row-value: উদ্ধৃত মূল্যের ১০% (শতকরা দশ ভাগ) ব্যাংক ড্রাফট/পে-অর্ডার আকারে। <box>1172 1629 1487 1641</box>
dateline-city: DHAKA <box>1107 4 1156 20</box>
table-cell-position: Receptionist <box>8 2049 105 2097</box>
rhd-fax: 📠 : ০৪৬৮-৬২২২৪ <box>1178 1316 1279 1331</box>
row-label: মুখবন্ধ অবস্থায় ইজারা কোটেশন গ্রহণের শেষ তারিখ ও সময় <box>990 1691 1129 1721</box>
paragraph: BNP Standing Committee members Mirza Abbas, Gayeshwar Chandra Roy, Abdul Moyeen Khan, Amir Khasru Mahmud Chowdhury, BNP chairperson's Adviser Amanullah Aman, senior leader Barkatullah Bulu, Student Affairs Secretary Shahid Uddin Chowdhury Annie also spoke among others. <box>380 556 649 644</box>
paragraph: According to the planning ministry proposal, on the basis of technical study through Russian consultant various related development works would be completed for safe transmission of electricity from Rooppur Nuclear power plant to the national grid. <box>564 1068 937 1126</box>
acs-title-bar <box>1 1066 554 1112</box>
story-body <box>380 535 935 716</box>
story-body <box>946 434 1117 663</box>
story-govt-believes <box>380 35 553 487</box>
rhd-row <box>958 1991 1499 2008</box>
padma-name: Padma Oil Company Limited <box>1133 785 1371 805</box>
row-num: ১২। <box>958 1993 977 2006</box>
paragraph: The planning ministry proposal said the first plant will come into operation in 2022 and another in 2023. <box>564 1309 937 1337</box>
acs-title: Career Opportunity <box>139 1072 416 1106</box>
table-header-row <box>957 879 1500 902</box>
row-value: (ক) তত্ত্বাবধায়ক প্রকৌশলী, সওজ, খুলনা সড়ক সার্কেল, সওজ ভবন, বয়রা, খুলনা। (খ) জেলা প্রশাসক, বাগেরহাট। (গ) পুলিশ সুপার, বাগেরহাট। (ঘ) নির্বাহী প্রকৌশলী, সওজ, সড়ক বিভাগ, বাগেরহাট। <box>1172 1897 1499 1944</box>
dateline-date: WEDNESDAY APRIL 11, 2018, CHAITRA 28, 1424 BS <box>1159 4 1510 20</box>
sign-line: মোঃ শফিকুল ইসলাম <box>766 2157 846 2168</box>
rhd-row: ০৬। ইজারা কোটেশন বিক্রয়ের শেষ তারিখ ও সময় : ২২/০৪/২০১৮ খ্রীষ্টাব্দ তারিখ বিকাল ৫.০০ পর্যন্ত। <box>958 1649 1499 1683</box>
job-location-label: Job Location: <box>7 1453 75 1465</box>
row-label: ইজারা কোটেশনের সিডিউল মূল্য <box>990 1607 1135 1619</box>
signatory-line: E-mail: aminpocl@yahoo.com <box>1289 1129 1406 1139</box>
paragraph: Meanwhile, a faction of the demonstrators continued their protest at Dhaka University an hour after a leader of the demonstrating students on Monday announced a one-month pause in their movement for quota reforms, following a meeting with representatives of the government and the ruling Awami League. <box>0 548 369 622</box>
table-row <box>8 1915 548 1952</box>
signatory-line: Engr. Md. Nurul Amin <box>1303 1074 1392 1083</box>
paragraph: However, yesterday evening, the group that announced the pause, joined the movement again. <box>0 623 369 652</box>
